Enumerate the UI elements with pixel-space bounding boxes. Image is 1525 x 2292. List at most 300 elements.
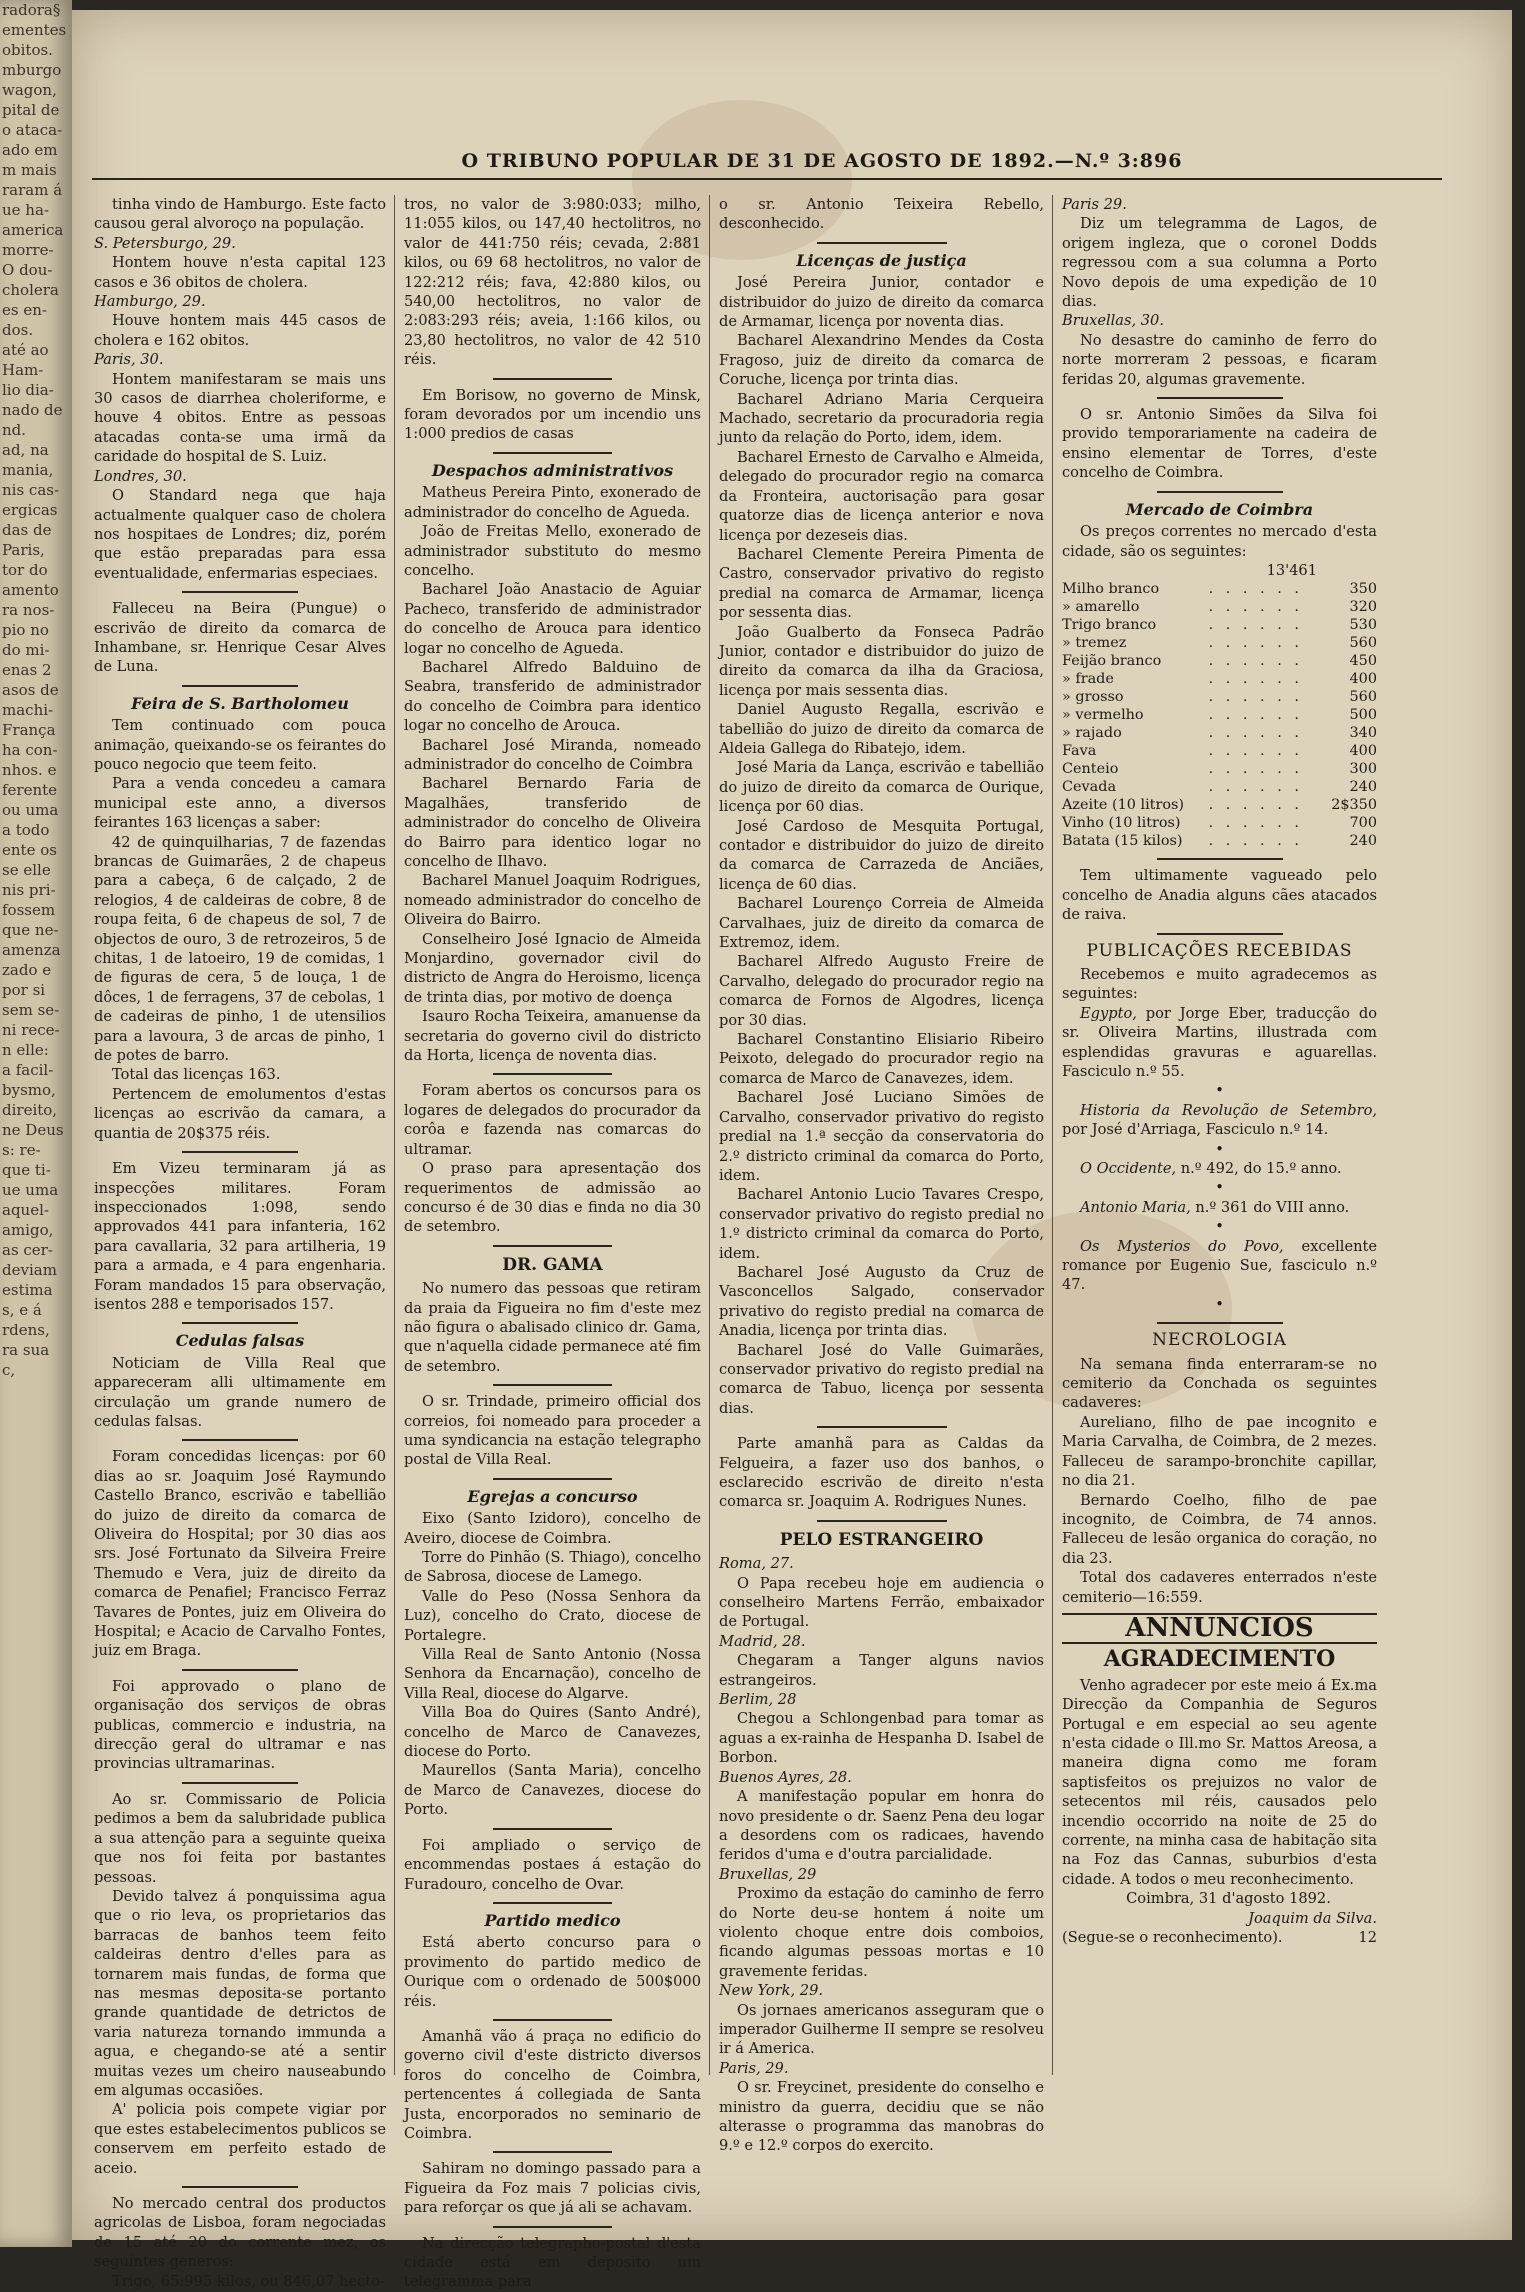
prev-page-fragment: wagon,: [2, 81, 57, 99]
prev-page-fragment: mburgo: [2, 61, 62, 79]
publication-title: Egypto,: [1080, 1004, 1137, 1022]
paragraph: No desastre do caminho de ferro do norte morreram 2 pessoas, e ficaram feridas 20, algumas gravemente.: [1062, 331, 1377, 388]
paragraph: Pertencem de emolumentos d'estas licenças ao escrivão da camara, a quantia de 20$375 réis.: [94, 1085, 386, 1142]
paragraph: Matheus Pereira Pinto, exonerado de administrador do concelho de Agueda.: [404, 484, 701, 521]
publication-entry: [1062, 1159, 1377, 1178]
paragraph: Chegaram a Tanger alguns navios estrangeiros.: [719, 1652, 1044, 1689]
paragraph: Villa Boa do Quires (Santo André), concelho de Marco de Canavezes, diocese do Porto.: [404, 1704, 701, 1761]
price-value: 240: [1349, 833, 1377, 850]
paragraph: Ao sr. Commissario de Policia pedimos a bem da salubridade publica a sua attenção para a seguinte queixa que nos foi feita por bastantes pessoas.: [94, 1790, 386, 1886]
price-row: [1062, 760, 1377, 778]
announcements-title: ANNUNCIOS: [1062, 1613, 1377, 1644]
prev-page-fragment: amigo,: [2, 1221, 54, 1239]
column-2: [404, 195, 701, 2292]
paragraph: No numero das pessoas que retiram da praia da Figueira no fim d'este mez não figura o abalisado clinico dr. Gama, que n'aquella cidade permanece até fim de setembro.: [404, 1280, 701, 1375]
price-row: [1062, 778, 1377, 796]
prev-page-fragment: o ataca-: [2, 121, 63, 139]
page-header: O TRIBUNO POPULAR DE 31 DE AGOSTO DE 1892.—N.º 3:896: [461, 150, 1183, 172]
prev-page-fragment: pital de: [2, 101, 60, 119]
price-value: 240: [1349, 779, 1377, 796]
separator-rule: [404, 1473, 701, 1483]
paragraph: Bacharel Antonio Lucio Tavares Crespo, conservador privativo do registo predial no 1.º districto criminal da comarca do Porto, idem.: [719, 1186, 1044, 1262]
section-title: Mercado de Coimbra: [1125, 499, 1314, 519]
prev-page-fragment: amento: [2, 581, 59, 599]
separator-rule: [94, 586, 386, 596]
prev-page-fragment: se elle: [2, 861, 51, 879]
section-title: Despachos administrativos: [431, 460, 674, 480]
paragraph: Para a venda concedeu a camara municipal este anno, a diversos feirantes 163 licenças a saber:: [94, 775, 386, 832]
ad-note: (Segue-se o reconhecimento).: [1062, 1929, 1283, 1947]
prev-page-fragment: america: [2, 221, 64, 239]
prev-page-fragment: ue ha-: [2, 201, 49, 219]
price-row: [1062, 724, 1377, 742]
price-item: Feijão branco: [1062, 653, 1162, 670]
prev-page-fragment: que ne-: [2, 921, 59, 939]
prev-page-fragment: até ao: [2, 341, 49, 359]
ad-date: Coimbra, 31 d'agosto 1892.: [1126, 1890, 1331, 1908]
paragraph: Noticiam de Villa Real que appareceram alli ultimamente em circulação um grande numero de cedulas falsas.: [94, 1354, 386, 1430]
prev-page-fragment: ementes: [2, 21, 67, 39]
separator-rule: [404, 447, 701, 457]
paragraph: o sr. Antonio Teixeira Rebello, desconhecido.: [719, 196, 1044, 233]
paragraph: José Pereira Junior, contador e distribuidor do juizo de direito da comarca de Armamar, licença por noventa dias.: [719, 274, 1044, 331]
price-item: » vermelho: [1062, 707, 1144, 724]
paragraph: Bacharel Clemente Pereira Pimenta de Castro, conservador privativo do registo predial na comarca de Armamar, licença por sessenta dias.: [719, 545, 1044, 622]
paragraph: Daniel Augusto Regalla, escrivão e tabellião do juizo de direito da comarca de Aldeia Gallega do Ribatejo, idem.: [719, 701, 1044, 757]
price-row: [1062, 670, 1377, 688]
paragraph: Bacharel Ernesto de Carvalho e Almeida, delegado do procurador regio na comarca da Fronteira, auctorisação para gosar quatorze dias de licença anterior e nova licença por dezeseis dias.: [719, 448, 1044, 544]
newspaper-page: [72, 10, 1512, 2291]
prev-page-fragment: ra sua: [2, 1341, 50, 1359]
price-item: Vinho (10 litros): [1062, 815, 1181, 832]
price-value: 400: [1349, 743, 1377, 760]
price-table: [1062, 580, 1377, 850]
price-item: Cevada: [1062, 779, 1117, 796]
bullet-divider: •: [1215, 1179, 1224, 1197]
prev-page-fragment: ado em: [2, 141, 58, 159]
separator-rule: [94, 680, 386, 690]
paragraph: Amanhã vão á praça no edificio do governo civil d'este districto diversos foros do concelho de Coimbra, pertencentes á collegiada de Santa Justa, encorporados no seminario de Coimbra.: [404, 2027, 701, 2142]
prev-page-fragment: m mais: [2, 161, 57, 179]
separator-rule: [404, 2146, 701, 2156]
price-item: » tremez: [1062, 635, 1127, 652]
prev-page-fragment: dos.: [2, 321, 34, 339]
prev-page-fragment: ha con-: [2, 741, 58, 759]
paragraph: Bacharel Adriano Maria Cerqueira Machado, secretario da procuradoria regia junto da relação do Porto, idem, idem.: [719, 390, 1044, 447]
prev-page-fragment: asos de: [2, 681, 59, 699]
price-value: 560: [1349, 635, 1377, 652]
leader-dots: . . . . . .: [1208, 743, 1303, 760]
prev-page-fragment: s, e á: [2, 1301, 42, 1319]
separator-rule: [94, 2181, 386, 2191]
paragraph: O praso para apresentação dos requerimentos de admissão ao concurso é de 30 dias e finda no dia 30 de setembro.: [404, 1160, 701, 1236]
leader-dots: . . . . . .: [1208, 599, 1303, 616]
paragraph: Em Borisow, no governo de Minsk, foram devorados por um incendio uns 1:000 predios de casas: [404, 386, 701, 443]
paragraph: Tem ultimamente vagueado pelo concelho de Anadia alguns cães atacados de raiva.: [1062, 867, 1377, 924]
paragraph: Está aberto concurso para o provimento do partido medico de Ourique com o ordenado de 500$000 réis.: [404, 1934, 701, 2010]
price-row: [1062, 796, 1377, 814]
separator-rule: [404, 1897, 701, 1907]
paragraph: José Maria da Lança, escrivão e tabellião do juizo de direito da comarca de Ourique, licença por 60 dias.: [719, 759, 1044, 816]
paragraph: A' policia pois compete vigiar por que estes estabelecimentos publicos se conservem em perfeito estado de aceio.: [94, 2101, 386, 2177]
paragraph: Foram abertos os concursos para os logares de delegados do procurador da corôa e fazenda nas comarcas do ultramar.: [404, 1082, 701, 1158]
prev-page-fragment: obitos.: [2, 41, 53, 59]
separator-rule: [404, 2014, 701, 2024]
separator-rule: [719, 1421, 1044, 1431]
price-row: [1062, 688, 1377, 706]
leader-dots: . . . . . .: [1208, 815, 1303, 832]
paragraph: João de Freitas Mello, exonerado de administrador substituto do mesmo concelho.: [404, 523, 701, 579]
prev-page-fragment: das de: [2, 521, 52, 539]
prev-page-fragment: estima: [2, 1281, 53, 1299]
prev-page-fragment: bysmo,: [2, 1081, 56, 1099]
price-row: [1062, 832, 1377, 850]
prev-page-fragment: nis cas-: [2, 481, 60, 499]
prev-page-fragment: ni rece-: [2, 1021, 60, 1039]
dateline: Paris 29.: [1062, 196, 1127, 213]
price-item: » frade: [1062, 671, 1114, 688]
paragraph: O Papa recebeu hoje em audiencia o conselheiro Martens Ferrão, embaixador de Portugal.: [719, 1574, 1044, 1631]
section-title: Cedulas falsas: [175, 1331, 305, 1351]
paragraph: Bacharel Alfredo Augusto Freire de Carvalho, delegado do procurador regio na comarca de Fornos de Algodres, licença por 30 dias.: [719, 953, 1044, 1029]
price-value: 530: [1349, 617, 1377, 634]
leader-dots: . . . . . .: [1208, 797, 1303, 814]
price-value: 320: [1349, 599, 1377, 616]
prev-page-fragment: nado de: [2, 401, 63, 419]
price-row: [1062, 580, 1377, 598]
paragraph: Trigo, 65:995 kilos, ou 846,07 hecto-: [112, 2272, 385, 2290]
paragraph: Bernardo Coelho, filho de pae incognito, de Coimbra, de 74 annos. Falleceu de lesão organica do coração, no dia 23.: [1062, 1491, 1377, 1567]
price-value: 340: [1349, 725, 1377, 742]
paragraph: Hontem manifestaram se mais uns 30 casos de diarrhea choleriforme, e houve 4 obitos. Entre as pessoas atacadas conta-se uma irmã da caridade do hospital de S. Luiz.: [94, 370, 386, 466]
price-value: 560: [1349, 689, 1377, 706]
paragraph: Bacharel Constantino Elisiario Ribeiro Peixoto, delegado do procurador regio na comarca de Marco de Canavezes, idem.: [719, 1031, 1044, 1087]
prev-page-fragment: raram á: [2, 181, 63, 199]
leader-dots: . . . . . .: [1208, 671, 1303, 688]
column-4: [1062, 195, 1377, 1947]
paragraph: Foi ampliado o serviço de encommendas postaes á estação do Furadouro, concelho de Ovar.: [404, 1836, 701, 1893]
separator-rule: [1062, 1317, 1377, 1327]
prev-page-fragment: Ham-: [2, 361, 44, 379]
leader-dots: . . . . . .: [1208, 581, 1303, 598]
paragraph: Bacharel José Miranda, nomeado administrador do concelho de Coimbra: [404, 736, 701, 773]
leader-dots: . . . . . .: [1208, 635, 1303, 652]
price-value: 350: [1349, 581, 1377, 598]
prev-page-fragment: morre-: [2, 241, 54, 259]
ad-title: AGRADECIMENTO: [1103, 1646, 1336, 1673]
prev-page-fragment: O dou-: [2, 261, 53, 279]
prev-page-fragment: sem se-: [2, 1001, 60, 1019]
price-value: 400: [1349, 671, 1377, 688]
section-title: Partido medico: [484, 1910, 621, 1930]
ad-signature: Joaquim da Silva.: [1248, 1909, 1377, 1927]
paragraph: Os jornaes americanos asseguram que o imperador Guilherme II sempre se resolveu ir á America.: [719, 2001, 1044, 2058]
leader-dots: . . . . . .: [1208, 689, 1303, 706]
paragraph: Bacharel João Anastacio de Aguiar Pacheco, transferido de administrador do concelho de Arouca para identico logar no concelho de Agueda.: [404, 581, 701, 657]
price-value: 700: [1349, 815, 1377, 832]
prev-page-fragment: fossem: [2, 901, 56, 919]
prev-page-fragment: radora§: [2, 1, 61, 19]
paragraph: Venho agradecer por este meio á Ex.ma Direcção da Companhia de Seguros Portugal e em especial ao seu agente n'esta cidade o Ill.mo Sr. Mattos Areosa, a maneira digna como me foram saptisfeitos os prejuizos no valor de setecentos mil réis, causados pelo incendio occorrido na noite de 25 do corrente, na minha casa de habitação sita na Foz das Cannas, suburbios d'esta cidade. A todos o meu reconhecimento.: [1062, 1676, 1377, 1888]
publication-entry: [1062, 1101, 1377, 1140]
prev-page-fragment: lio dia-: [2, 381, 54, 399]
section-title: PELO ESTRANGEIRO: [779, 1529, 984, 1550]
prev-page-fragment: Paris,: [2, 541, 45, 559]
section-title: NECROLOGIA: [1152, 1330, 1287, 1351]
prev-page-fragment: cholera: [2, 281, 59, 299]
publication-text: n.º 492, do 15.º anno.: [1176, 1160, 1342, 1177]
prev-page-fragment: ne Deus: [2, 1121, 64, 1139]
prev-page-fragment: c,: [2, 1361, 16, 1379]
publication-entry: [1062, 1237, 1377, 1295]
dateline: New York, 29.: [719, 1982, 823, 2000]
prev-page-fragment: direito,: [2, 1101, 58, 1119]
price-value: 2$350: [1331, 797, 1377, 814]
paragraph: Total das licenças 163.: [112, 1066, 281, 1084]
paragraph: Parte amanhã para as Caldas da Felgueira, a fazer uso dos banhos, o esclarecido escrivão de direito n'esta comarca sr. Joaquim A. Rodrigues Nunes.: [719, 1435, 1044, 1511]
separator-rule: [94, 1777, 386, 1787]
price-item: Trigo branco: [1062, 617, 1157, 634]
prev-page-fragment: a todo: [2, 821, 50, 839]
paragraph: Conselheiro José Ignacio de Almeida Monjardino, governador civil do districto de Angra do Heroismo, licença de trinta dias, por motivo de doença: [404, 930, 701, 1006]
paragraph: O Standard nega que haja actualmente qualquer caso de cholera nos hospitaes de Londres; diz, porém que estão preparadas para essa eventualidade, enfermarias especiaes.: [94, 487, 386, 582]
paragraph: Os preços correntes no mercado d'esta cidade, são os seguintes:: [1062, 523, 1377, 560]
section-title: Egrejas a concurso: [467, 1486, 638, 1506]
header-rule: [92, 178, 1442, 180]
paragraph: Bacharel José do Valle Guimarães, conservador privativo do registo predial na comarca de Tabuo, licença por sessenta dias.: [719, 1341, 1044, 1417]
leader-dots: . . . . . .: [1208, 617, 1303, 634]
prev-page-fragment: França: [2, 721, 56, 739]
leader-dots: . . . . . .: [1208, 725, 1303, 742]
publication-title: Historia da Revolução de Setembro,: [1080, 1101, 1377, 1119]
paragraph: Bacharel Manuel Joaquim Rodrigues, nomeado administrador do concelho de Oliveira do Bairro.: [404, 872, 701, 929]
price-item: Batata (15 kilos): [1062, 833, 1183, 850]
separator-rule: [1062, 853, 1377, 863]
paragraph: tros, no valor de 3:980:033; milho, 11:055 kilos, ou 147,40 hectolitros, no valor de 441:750 réis; cevada, 2:881 kilos, ou 69 68 hectolitros, no valor de 122:212 réis; fava, 42:880 kilos, ou 540,00 hectolitros, no valor de 2:083:293 réis; aveia, 1:166 kilos, ou 23,80 hectolitros, no valor de 42 510 réis.: [404, 196, 701, 369]
paragraph: O sr. Antonio Simões da Silva foi provido temporariamente na cadeira de ensino elementar de Torres, d'este concelho de Coimbra.: [1062, 406, 1377, 482]
prev-page-fragment: ue uma: [2, 1181, 59, 1199]
publication-text: por José d'Arriaga, Fasciculo n.º 14.: [1062, 1121, 1329, 1139]
paragraph: Bacharel José Augusto da Cruz de Vasconcellos Salgado, conservador privativo do registo predial na comarca de Anadia, licença por trinta dias.: [719, 1263, 1044, 1340]
price-item: Fava: [1062, 743, 1097, 760]
leader-dots: . . . . . .: [1208, 761, 1303, 778]
publication-title: Antonio Maria,: [1080, 1198, 1191, 1216]
paragraph: Proximo da estação do caminho de ferro do Norte deu-se hontem á noite um violento choque entre dois comboios, ficando algumas pessoas mortas e 10 gravemente feridas.: [719, 1885, 1044, 1980]
paragraph: Bacharel Lourenço Correia de Almeida Carvalhaes, juiz de direito da comarca de Extremoz, idem.: [719, 895, 1044, 952]
dateline: S. Petersburgo, 29.: [94, 234, 236, 252]
paragraph: João Gualberto da Fonseca Padrão Junior, contador e distribuidor do juizo de direito da comarca da ilha da Graciosa, licença por mais sessenta dias.: [719, 623, 1044, 699]
separator-rule: [94, 1664, 386, 1674]
publication-text: n.º 361 do VIII anno.: [1190, 1198, 1350, 1216]
prev-page-fragment: nhos. e: [2, 761, 57, 779]
price-unit: 13'461: [1266, 561, 1317, 579]
prev-page-fragment: tor do: [2, 561, 48, 579]
leader-dots: . . . . . .: [1208, 779, 1303, 796]
paragraph: Diz um telegramma de Lagos, de origem ingleza, que o coronel Dodds regressou com a sua columna a Porto Novo depois de uma expedição de 10 dias.: [1062, 215, 1377, 311]
prev-page-fragment: n elle:: [2, 1041, 49, 1059]
prev-page-fragment: enas 2: [2, 661, 52, 679]
separator-rule: [404, 1823, 701, 1833]
section-title: Licenças de justiça: [796, 250, 967, 270]
paragraph: Hontem houve n'esta capital 123 casos e 36 obitos de cholera.: [94, 254, 386, 291]
price-row: [1062, 814, 1377, 832]
publication-text: por Jorge Eber, traducção do sr. Oliveira Martins, illustrada com esplendidas gravuras e aguarellas. Fasciculo n.º 55.: [1062, 1004, 1377, 1080]
paragraph: Bacharel José Luciano Simões de Carvalho, conservador privativo do registo predial na 1.ª secção da conservatoria do 2.º districto criminal da comarca do Porto, idem.: [719, 1089, 1044, 1184]
prev-page-fragment: rdens,: [2, 1321, 50, 1339]
column-3: [719, 195, 1044, 2156]
prev-page-fragment: a facil-: [2, 1061, 54, 1079]
prev-page-fragment: que ti-: [2, 1161, 51, 1179]
paragraph: Torre do Pinhão (S. Thiago), concelho de Sabrosa, diocese de Lamego.: [404, 1549, 701, 1586]
paragraph: Bacharel Alexandrino Mendes da Costa Fragoso, juiz de direito da comarca de Coruche, licença por trinta dias.: [719, 332, 1044, 389]
ad-number: 12: [1358, 1929, 1377, 1947]
leader-dots: . . . . . .: [1208, 833, 1303, 850]
paragraph: Bacharel Alfredo Balduino de Seabra, transferido de administrador do concelho de Coimbra para identico logar no concelho de Arouca.: [404, 658, 701, 735]
separator-rule: [404, 2221, 701, 2231]
bullet-divider: •: [1215, 1295, 1224, 1313]
price-row: [1062, 634, 1377, 652]
separator-rule: [94, 1146, 386, 1156]
paragraph: Falleceu na Beira (Pungue) o escrivão de direito da comarca de Inhambane, sr. Henrique Cesar Alves de Luna.: [94, 600, 386, 676]
column-1: [94, 195, 386, 2291]
paragraph: Eixo (Santo Izidoro), concelho de Aveiro, diocese de Coimbra.: [404, 1510, 701, 1547]
paragraph: O sr. Freycinet, presidente do conselho e ministro da guerra, decidiu que se não alterasse o programma das manobras do 9.º e 12.º corpos do exercito.: [719, 2079, 1044, 2155]
paragraph: Bacharel Bernardo Faria de Magalhães, transferido de administrador do concelho de Oliveira do Bairro para identico logar no concelho de Ilhavo.: [404, 775, 701, 870]
publication-title: O Occidente,: [1080, 1160, 1177, 1177]
prev-page-fragment: zado e: [2, 961, 52, 979]
price-value: 500: [1349, 707, 1377, 724]
separator-rule: [719, 1515, 1044, 1525]
separator-rule: [404, 1379, 701, 1389]
paragraph: Devido talvez á ponquissima agua que o rio leva, os proprietarios das barracas de banhos teem feito caldeiras dentro d'elles para as tornarem mais fundas, de forma que nas mesmas deposita-se portanto grande quantidade de detrictos de varia natureza tornando immunda a agua, e chegando-se até a sentir muitas vezes um cheiro nauseabundo em algumas occasiões.: [94, 1887, 386, 2099]
separator-rule: [719, 237, 1044, 247]
section-title: Feira de S. Bartholomeu: [131, 693, 349, 713]
leader-dots: . . . . . .: [1208, 707, 1303, 724]
paragraph: Sahiram no domingo passado para a Figueira da Foz mais 7 policias civis, para reforçar os que já ali se achavam.: [404, 2160, 701, 2217]
bullet-divider: •: [1215, 1218, 1224, 1236]
paragraph: José Cardoso de Mesquita Portugal, contador e distribuidor do juizo de direito da comarca de Carrazeda de Anciães, licença de 60 dias.: [719, 817, 1044, 893]
dateline: Roma, 27.: [719, 1555, 794, 1573]
prev-page-fragment: pio no: [2, 621, 49, 639]
dateline: Hamburgo, 29.: [94, 293, 206, 311]
prev-page-fragment: ou uma: [2, 801, 59, 819]
prev-page-fragment: machi-: [2, 701, 54, 719]
paragraph: Isauro Rocha Teixeira, amanuense da secretaria do governo civil do districto da Horta, licença de noventa dias.: [404, 1008, 701, 1065]
paragraph: Na direcção telegrapho-postal d'esta cidade está em deposito um telegramma para: [404, 2234, 701, 2291]
prev-page-fragment: ad, na: [2, 441, 49, 459]
leader-dots: . . . . . .: [1208, 653, 1303, 670]
bullet-divider: •: [1215, 1082, 1224, 1100]
dateline: Berlim, 28: [719, 1691, 797, 1709]
separator-rule: [1062, 928, 1377, 938]
column-rule: [1052, 195, 1053, 2075]
column-rule: [394, 195, 395, 2075]
prev-page-fragment: nis pri-: [2, 881, 56, 899]
paragraph: Em Vizeu terminaram já as inspecções militares. Foram inspeccionados 1:098, sendo approvados 441 para infanteria, 162 para cavallaria, 32 para artilheria, 19 para a armada, e 4 para engenharia. Foram mandados 15 para observação, isentos 288 e temporisados 157.: [94, 1160, 386, 1313]
section-title: DR. GAMA: [502, 1254, 603, 1275]
prev-page-fragment: por si: [2, 981, 46, 999]
prev-page-fragment: s: re-: [2, 1141, 41, 1159]
paragraph: Na semana finda enterraram-se no cemiterio da Conchada os seguintes cadaveres:: [1062, 1355, 1377, 1412]
separator-rule: [404, 1068, 701, 1078]
price-item: Milho branco: [1062, 581, 1160, 598]
dateline: Madrid, 28.: [719, 1632, 806, 1650]
dateline: Paris, 30.: [94, 351, 164, 369]
publication-title: Os Mysterios do Povo,: [1080, 1237, 1284, 1255]
price-item: Centeio: [1062, 761, 1119, 778]
prev-page-fragment: ra nos-: [2, 601, 55, 619]
price-row: [1062, 742, 1377, 760]
paragraph: Recebemos e muito agradecemos as seguintes:: [1062, 965, 1377, 1003]
separator-rule: [404, 1240, 701, 1250]
prev-page-fragment: aquel-: [2, 1201, 49, 1219]
separator-rule: [404, 373, 701, 383]
publication-text: excellente romance por Eugenio Sue, fasciculo n.º 47.: [1062, 1237, 1378, 1294]
paragraph: Foram concedidas licenças: por 60 dias ao sr. Joaquim José Raymundo Castello Branco, escrivão e tabellião do juizo de direito da comarca de Oliveira do Hospital; por 30 dias aos srs. José Fortunato da Silveira Freire Themudo e Vera, juiz de direito da comarca de Penafiel; Francisco Ferraz Tavares de Pontes, juiz em Oliveira do Hospital; e Acacio de Carvalho Fontes, juiz em Braga.: [94, 1448, 386, 1660]
separator-rule: [94, 1434, 386, 1444]
paragraph: Maurellos (Santa Maria), concelho de Marco de Canavezes, diocese do Porto.: [404, 1762, 701, 1819]
paragraph: 42 de quinquilharias, 7 de fazendas brancas de Guimarães, 2 de chapeus para a cabeça, 6 de calçado, 2 de relogios, 4 de caldeiras de cobre, 8 de roupa feita, 6 de chapeus de sol, 7 de objectos de ouro, 3 de retrozeiros, 5 de chitas, 1 de latoeiro, 19 de comidas, 1 de figuras de cera, 5 de louça, 1 de dôces, 1 de ferragens, 37 de cebolas, 1 de cadeiras de pinho, 1 de utensilios para a lavoura, 3 de arcas de pinho, 1 de potes de barro.: [94, 833, 386, 1065]
prev-page-fragment: es en-: [2, 301, 47, 319]
paragraph: Houve hontem mais 445 casos de cholera e 162 obitos.: [94, 312, 386, 349]
paragraph: Villa Real de Santo Antonio (Nossa Senhora da Encarnação), concelho de Villa Real, diocese do Algarve.: [404, 1646, 701, 1702]
column-rule: [709, 195, 710, 2075]
prev-page-fragment: ente os: [2, 841, 57, 859]
prev-page-fragment: ergicas: [2, 501, 58, 519]
prev-page-fragment: nd.: [2, 421, 27, 439]
paragraph: Tem continuado com pouca animação, queixando-se os feirantes do pouco negocio que teem feito.: [94, 717, 386, 773]
separator-rule: [1062, 392, 1377, 402]
prev-page-fragment: as cer-: [2, 1241, 53, 1259]
paragraph: No mercado central dos productos agricolas de Lisboa, foram negociadas de 15 até 20 do corrente mez, os seguintes generos:: [94, 2195, 386, 2271]
separator-rule: [1062, 486, 1377, 496]
price-value: 300: [1349, 761, 1377, 778]
prev-page-fragment: ferente: [2, 781, 58, 799]
ad-footer: [1062, 1928, 1377, 1947]
paragraph: Aureliano, filho de pae incognito e Maria Carvalha, de Coimbra, de 2 mezes. Falleceu de sarampo-bronchite capillar, no dia 21.: [1062, 1413, 1377, 1490]
prev-page-fragment: amenza: [2, 941, 61, 959]
price-item: » amarello: [1062, 599, 1140, 616]
prev-page-fragment: mania,: [2, 461, 54, 479]
prev-page-fragment: deviam: [2, 1261, 57, 1279]
publication-entry: [1062, 1004, 1377, 1082]
dateline: Buenos Ayres, 28.: [719, 1768, 852, 1786]
price-row: [1062, 616, 1377, 634]
paragraph: Chegou a Schlongenbad para tomar as aguas a ex-rainha de Hespanha D. Isabel de Borbon.: [719, 1710, 1044, 1767]
price-row: [1062, 598, 1377, 616]
dateline: Bruxellas, 29: [719, 1865, 817, 1883]
bullet-divider: •: [1215, 1140, 1224, 1158]
dateline: Londres, 30.: [94, 467, 187, 485]
dateline: Paris, 29.: [719, 2059, 789, 2077]
price-value: 450: [1349, 653, 1377, 670]
paragraph: O sr. Trindade, primeiro official dos correios, foi nomeado para proceder a uma syndicancia na estação telegrapho postal de Villa Real.: [404, 1393, 701, 1469]
paragraph: Foi approvado o plano de organisação dos serviços de obras publicas, commercio e industria, na direcção geral do ultramar e nas provincias ultramarinas.: [94, 1677, 386, 1773]
price-item: » grosso: [1062, 689, 1124, 706]
paragraph: Valle do Peso (Nossa Senhora da Luz), concelho do Crato, diocese de Portalegre.: [404, 1587, 701, 1644]
previous-page-edge: [0, 0, 72, 2247]
price-row: [1062, 652, 1377, 670]
separator-rule: [94, 1317, 386, 1327]
prev-page-fragment: do mi-: [2, 641, 50, 659]
price-item: Azeite (10 litros): [1062, 797, 1184, 814]
price-item: » rajado: [1062, 725, 1122, 742]
price-row: [1062, 706, 1377, 724]
dateline: Bruxellas, 30.: [1062, 312, 1164, 330]
section-title: PUBLICAÇÕES RECEBIDAS: [1086, 940, 1353, 961]
publication-entry: [1062, 1198, 1377, 1217]
paragraph: tinha vindo de Hamburgo. Este facto causou geral alvoroço na população.: [94, 196, 386, 233]
